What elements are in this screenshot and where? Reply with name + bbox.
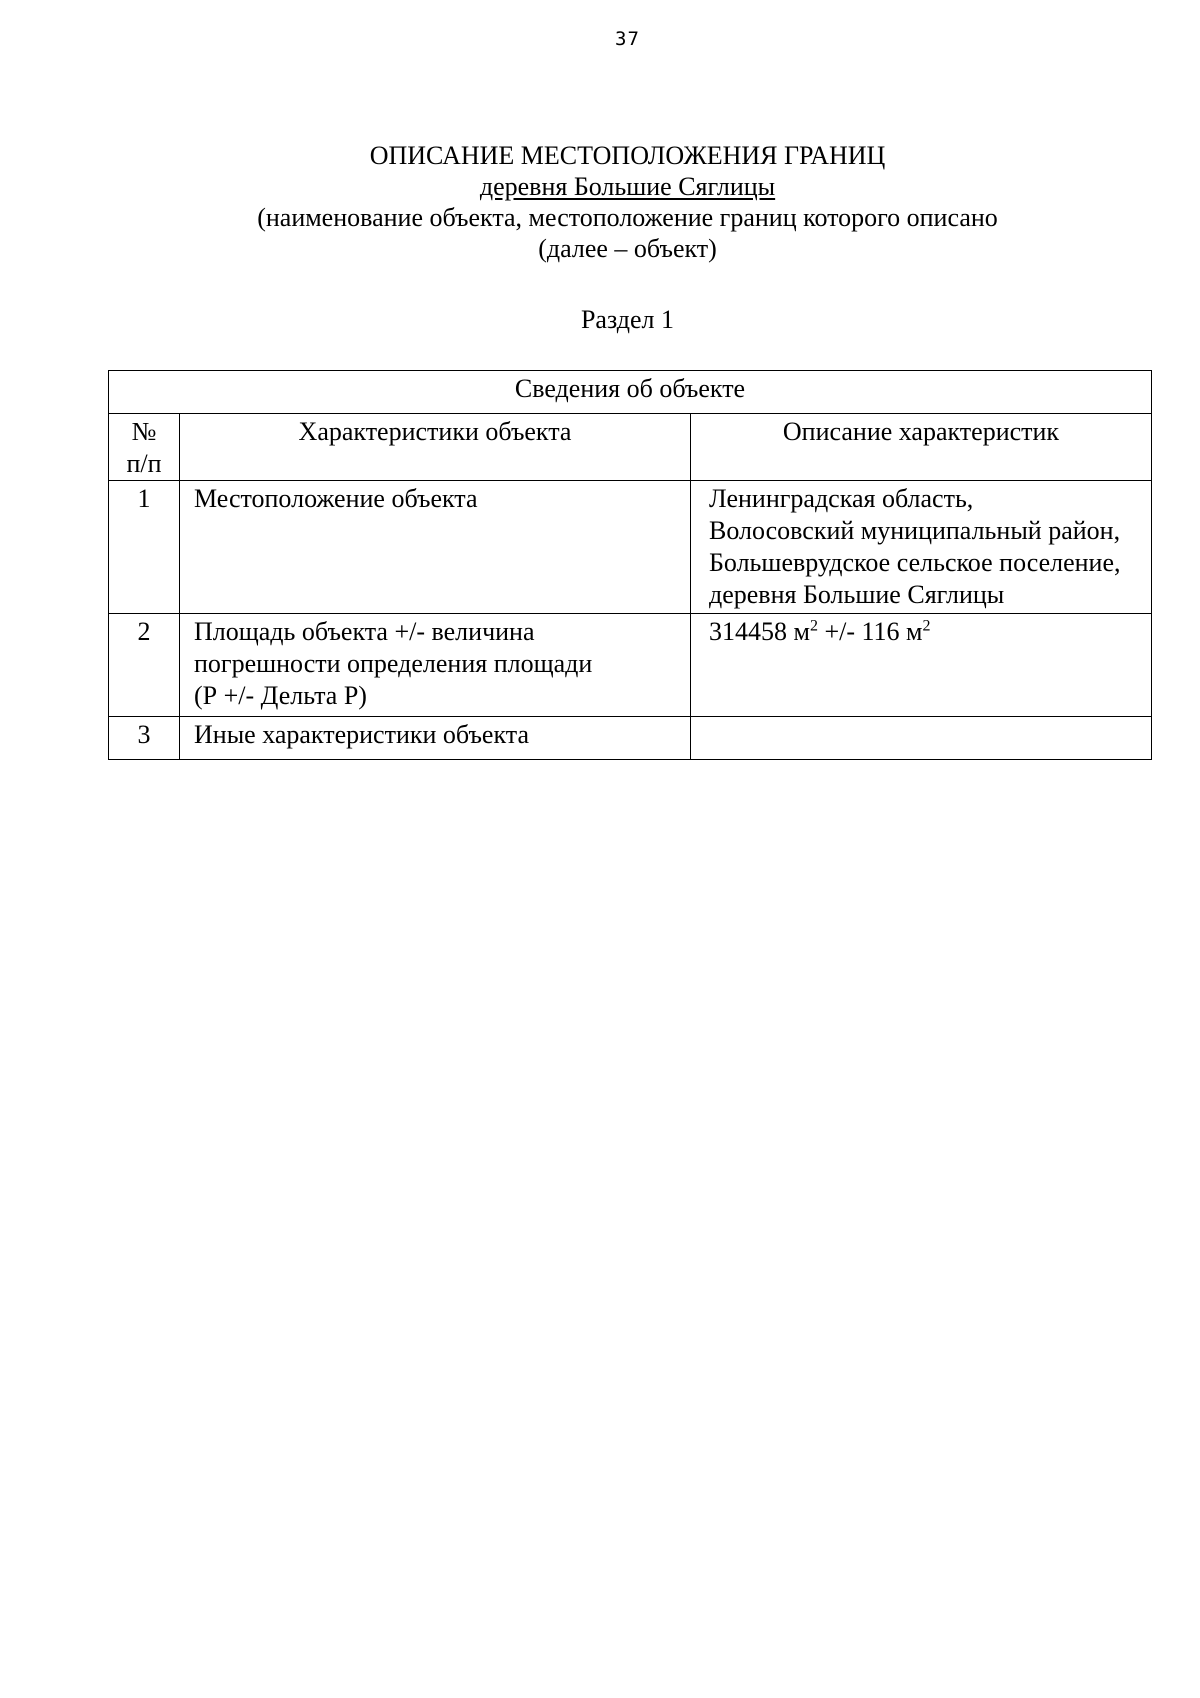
row-characteristic: Местоположение объекта <box>180 481 691 614</box>
row-description: Ленинградская область, Волосовский муниципальный район, Большеврудское сельское поселение, деревня Большие Сяглицы <box>691 481 1152 614</box>
table-row <box>109 614 1152 717</box>
row-number: 2 <box>109 614 180 717</box>
document-subject-note: (наименование объекта, местоположение границ которого описано <box>257 203 998 232</box>
row-description-area: 314458 $м^2$ +/- 116 $м^2$ <box>691 614 1152 717</box>
table-header-row <box>109 414 1152 481</box>
object-info-table <box>108 370 1152 760</box>
document-title: ОПИСАНИЕ МЕСТОПОЛОЖЕНИЯ ГРАНИЦ <box>369 141 886 170</box>
table-row <box>109 717 1152 760</box>
row-number: 3 <box>109 717 180 760</box>
column-header-number: № п/п <box>109 414 180 481</box>
table-row <box>109 481 1152 614</box>
section-title: Раздел 1 <box>580 305 675 334</box>
table-caption: Сведения об объекте <box>109 371 1152 414</box>
document-subject: деревня Большие Сяглицы <box>479 172 776 201</box>
page-number: 37 <box>615 28 640 50</box>
row-number: 1 <box>109 481 180 614</box>
row-characteristic: Площадь объекта +/- величина погрешности определения площади (Р +/- Дельта Р) <box>180 614 691 717</box>
table-caption-row <box>109 371 1152 414</box>
column-header-description: Описание характеристик <box>691 414 1152 481</box>
row-characteristic: Иные характеристики объекта <box>180 717 691 760</box>
document-header <box>0 140 1200 264</box>
document-subject-note-continued: (далее – объект) <box>538 234 717 263</box>
column-header-characteristic: Характеристики объекта <box>180 414 691 481</box>
row-description <box>691 717 1152 760</box>
